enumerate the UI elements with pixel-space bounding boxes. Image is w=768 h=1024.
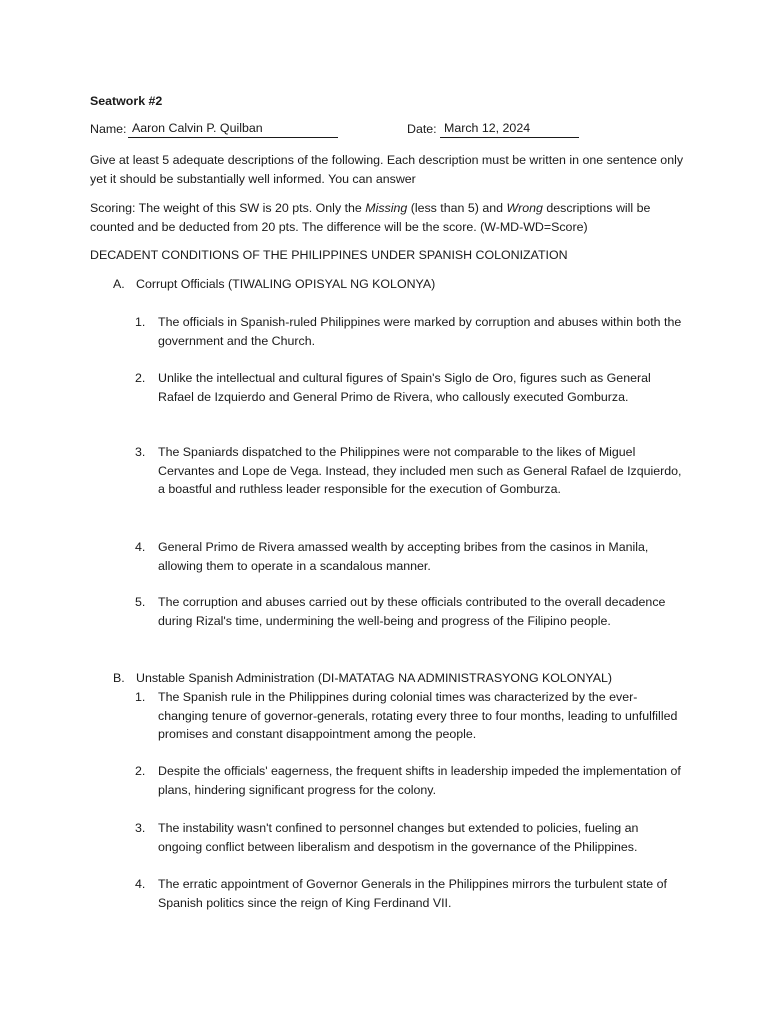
scoring-paragraph — [90, 199, 690, 236]
item-number: 1. — [135, 690, 146, 704]
name-value: Aaron Calvin P. Quilban — [128, 120, 338, 138]
section-letter: A. — [113, 277, 125, 291]
item-text: The instability wasn't confined to personnel changes but extended to policies, fueling an ongoing conflict between liberalism and despotism in the governance of the Philippines. — [158, 821, 639, 854]
item-number: 5. — [135, 595, 146, 609]
item-number: 1. — [135, 315, 146, 329]
section-title: Corrupt Officials (TIWALING OPISYAL NG KOLONYA) — [136, 277, 436, 291]
scoring-text-3: descriptions will be counted and be deducted from 20 pts. The difference will be the score. (W-MD-WD=Score) — [90, 201, 651, 234]
item-text: General Primo de Rivera amassed wealth by accepting bribes from the casinos in Manila, allowing them to operate in a scandalous manner. — [158, 540, 649, 573]
item-text: The erratic appointment of Governor Generals in the Philippines mirrors the turbulent state of Spanish politics since the reign of King Ferdinand VII. — [158, 877, 667, 910]
item-number: 2. — [135, 371, 146, 385]
scoring-text-1: Scoring: The weight of this SW is 20 pts. Only the — [90, 201, 366, 215]
section-heading: DECADENT CONDITIONS OF THE PHILIPPINES UNDER SPANISH COLONIZATION — [90, 248, 568, 262]
name-label: Name: — [90, 122, 127, 136]
section-letter: B. — [113, 671, 125, 685]
item-text: The corruption and abuses carried out by these officials contributed to the overall decadence during Rizal's time, undermining the well-being and progress of the Filipino people. — [158, 595, 666, 628]
item-text: The Spaniards dispatched to the Philippines were not comparable to the likes of Miguel Cervantes and Lope de Vega. Instead, they included men such as General Rafael de Izquierdo, a boastful and ruthless leader responsible for the execution of Gomburza. — [158, 445, 682, 497]
scoring-wrong: Wrong — [506, 201, 543, 215]
page-title: Seatwork #2 — [90, 94, 163, 108]
scoring-missing: Missing — [365, 201, 408, 215]
item-number: 4. — [135, 540, 146, 554]
scoring-text-2: (less than 5) and — [407, 201, 507, 215]
item-number: 3. — [135, 821, 146, 835]
item-text: Unlike the intellectual and cultural figures of Spain's Siglo de Oro, figures such as General Rafael de Izquierdo and General Primo de Rivera, who callously executed Gomburza. — [158, 371, 651, 404]
item-number: 2. — [135, 764, 146, 778]
date-value: March 12, 2024 — [440, 120, 579, 138]
item-number: 4. — [135, 877, 146, 891]
item-text: The Spanish rule in the Philippines during colonial times was characterized by the ever-changing tenure of governor-generals, rotating every three to four months, leading to unfulfilled promises and constant disappointment among the people. — [158, 690, 678, 742]
item-number: 3. — [135, 445, 146, 459]
item-text: Despite the officials' eagerness, the frequent shifts in leadership impeded the implementation of plans, hindering significant progress for the colony. — [158, 764, 681, 797]
item-text: The officials in Spanish-ruled Philippines were marked by corruption and abuses within both the government and the Church. — [158, 315, 682, 348]
section-title: Unstable Spanish Administration (DI-MATATAG NA ADMINISTRASYONG KOLONYAL) — [136, 671, 613, 685]
date-label: Date: — [407, 122, 437, 136]
instructions-paragraph: Give at least 5 adequate descriptions of the following. Each description must be written in one sentence only yet it should be substantially well informed. You can answer — [90, 153, 684, 186]
